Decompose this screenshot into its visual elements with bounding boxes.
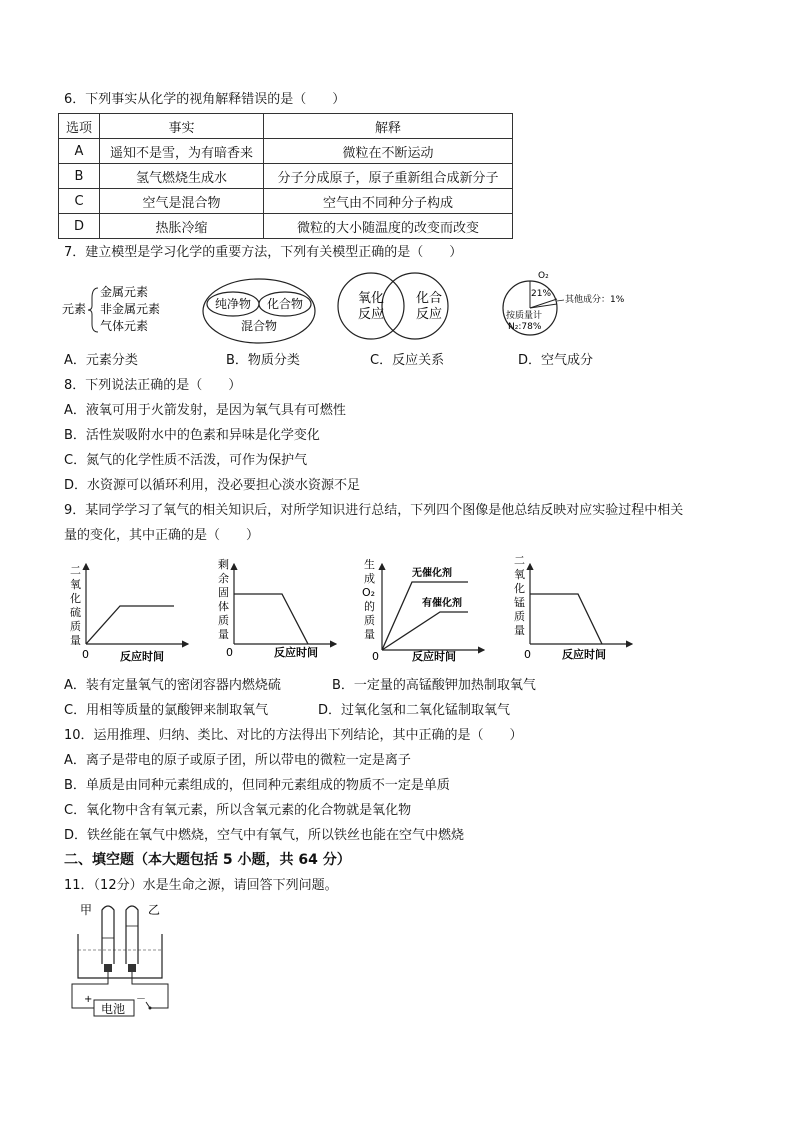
graph-xlabel: 反应时间 <box>412 650 456 663</box>
graph-curve-catalyst <box>382 612 468 650</box>
graph-manganese-dioxide <box>514 554 632 661</box>
brace-icon <box>88 288 98 332</box>
q10-option[interactable]: D．铁丝能在氧气中燃烧，空气中有氧气，所以铁丝也能在空气中燃烧 <box>64 828 465 843</box>
battery-label: 电池 <box>101 1002 126 1016</box>
graph-ylabel: 二氧化锰质量 <box>514 554 525 637</box>
q8-option[interactable]: B．活性炭吸附水中的色素和异味是化学变化 <box>64 428 320 443</box>
label-yi: 乙 <box>148 903 161 917</box>
table-cell: 空气是混合物 <box>100 189 264 214</box>
model-c-left: 反应 <box>357 307 385 322</box>
q7-option[interactable]: A．元素分类 <box>64 353 138 368</box>
table-cell: 微粒在不断运动 <box>264 139 513 164</box>
table-cell: C <box>59 189 100 214</box>
table-cell: D <box>59 214 100 239</box>
table-cell: 微粒的大小随温度的改变而改变 <box>264 214 513 239</box>
graph-xlabel: 反应时间 <box>274 646 318 659</box>
graph-ylabel: 剩余固体质量 <box>218 558 229 641</box>
q9-option[interactable]: A．装有定量氧气的密闭容器内燃烧硫 <box>64 678 281 693</box>
table-cell: B <box>59 164 100 189</box>
q9-question: 9．某同学学习了氧气的相关知识后，对所学知识进行总结，下列四个图像是他总结反映对应实验过程中相关 <box>64 503 684 518</box>
curve-label: 无催化剂 <box>412 568 452 579</box>
q10-option[interactable]: B．单质是由同种元素组成的，但同种元素组成的物质不一定是单质 <box>64 778 450 793</box>
model-d-other: 其他成分：1% <box>565 295 625 305</box>
q7-option[interactable]: C．反应关系 <box>370 353 445 368</box>
q11-question: 11．（12分）水是生命之源，请回答下列问题。 <box>64 878 338 893</box>
q9-option[interactable]: C．用相等质量的氯酸钾来制取氧气 <box>64 703 269 718</box>
graph-origin: 0 <box>372 650 379 663</box>
model-a-item: 气体元素 <box>100 319 149 333</box>
table-row <box>59 214 513 239</box>
graph-curve-no-catalyst <box>382 582 468 650</box>
model-d-n2: N₂:78% <box>508 322 542 332</box>
table-cell: 热胀冷缩 <box>100 214 264 239</box>
graph-generated-oxygen <box>362 557 484 663</box>
q10-option[interactable]: A．离子是带电的原子或原子团，所以带电的微粒一定是离子 <box>64 753 411 768</box>
table-cell: 氢气燃烧生成水 <box>100 164 264 189</box>
q7-option[interactable]: D．空气成分 <box>518 353 594 368</box>
table-cell: A <box>59 139 100 164</box>
model-c-right: 化合 <box>415 291 443 306</box>
graph-sulfur-dioxide <box>70 564 188 663</box>
model-b-inner2: 化合物 <box>266 297 304 311</box>
q10-question: 10．运用推理、归纳、类比、对比的方法得出下列结论，其中正确的是（ ） <box>64 728 523 743</box>
q6-question: 6．下列事实从化学的视角解释错误的是（ ） <box>64 92 346 107</box>
model-b-outer: 混合物 <box>240 319 278 333</box>
q9-question: 量的变化，其中正确的是（ ） <box>64 528 260 543</box>
table-header-cell: 事实 <box>100 114 264 139</box>
q10-option[interactable]: C．氧化物中含有氧元素，所以含氧元素的化合物就是氧化物 <box>64 803 412 818</box>
graph-origin: 0 <box>524 648 531 661</box>
q8-option[interactable]: C．氮气的化学性质不活泼，可作为保护气 <box>64 453 308 468</box>
graph-remaining-solid <box>218 557 336 659</box>
graph-curve <box>530 594 602 644</box>
model-c-reaction-relation <box>338 273 448 339</box>
model-a-element-classification <box>62 284 160 333</box>
graph-xlabel: 反应时间 <box>120 650 164 663</box>
table-row <box>59 189 513 214</box>
graph-curve <box>234 594 308 644</box>
q8-option[interactable]: A．液氧可用于火箭发射，是因为氧气具有可燃性 <box>64 403 346 418</box>
q9-graphs <box>64 552 644 667</box>
q6-table <box>58 113 513 239</box>
graph-xlabel: 反应时间 <box>562 648 606 661</box>
section-title: 二、填空题（本大题包括 5 小题，共 64 分） <box>64 852 351 868</box>
q7-option[interactable]: B．物质分类 <box>226 353 300 368</box>
q7-models <box>60 268 660 348</box>
graph-origin: 0 <box>82 648 89 661</box>
q7-question: 7．建立模型是学习化学的重要方法，下列有关模型正确的是（ ） <box>64 245 463 260</box>
electrolysis-apparatus <box>64 898 184 1022</box>
model-a-item: 非金属元素 <box>100 302 161 316</box>
model-a-root: 元素 <box>62 302 87 316</box>
model-a-item: 金属元素 <box>100 285 149 299</box>
label-jia: 甲 <box>80 903 93 917</box>
q9-option[interactable]: D．过氧化氢和二氧化锰制取氧气 <box>318 703 511 718</box>
q8-question: 8．下列说法正确的是（ ） <box>64 378 242 393</box>
model-c-left: 氧化 <box>357 291 385 306</box>
battery-plus: + <box>84 994 93 1005</box>
model-d-o2-pct: 21% <box>531 289 552 299</box>
table-cell: 分子分成原子，原子重新组合成新分子 <box>264 164 513 189</box>
battery-minus: － <box>136 994 146 1005</box>
graph-ylabel: 生成 O₂ 的质量 <box>362 558 376 641</box>
model-d-o2-label: O₂ <box>538 271 549 281</box>
graph-ylabel: 二氧化硫质量 <box>70 564 81 647</box>
table-cell: 空气由不同种分子构成 <box>264 189 513 214</box>
graph-origin: 0 <box>226 646 233 659</box>
table-row <box>59 139 513 164</box>
curve-label: 有催化剂 <box>422 598 462 609</box>
table-cell: 遥知不是雪，为有暗香来 <box>100 139 264 164</box>
model-c-right: 反应 <box>415 307 443 322</box>
table-header-row <box>59 114 513 139</box>
model-b-inner1: 纯净物 <box>214 297 252 311</box>
q8-option[interactable]: D．水资源可以循环利用，没必要担心淡水资源不足 <box>64 478 361 493</box>
table-header-cell: 解释 <box>264 114 513 139</box>
graph-curve <box>86 606 174 644</box>
model-d-basis: 按质量计 <box>506 311 543 321</box>
table-row <box>59 164 513 189</box>
model-b-substance-classification <box>203 279 315 343</box>
model-d-air-composition <box>503 271 625 335</box>
q9-option[interactable]: B．一定量的高锰酸钾加热制取氧气 <box>332 678 536 693</box>
table-header-cell: 选项 <box>59 114 100 139</box>
